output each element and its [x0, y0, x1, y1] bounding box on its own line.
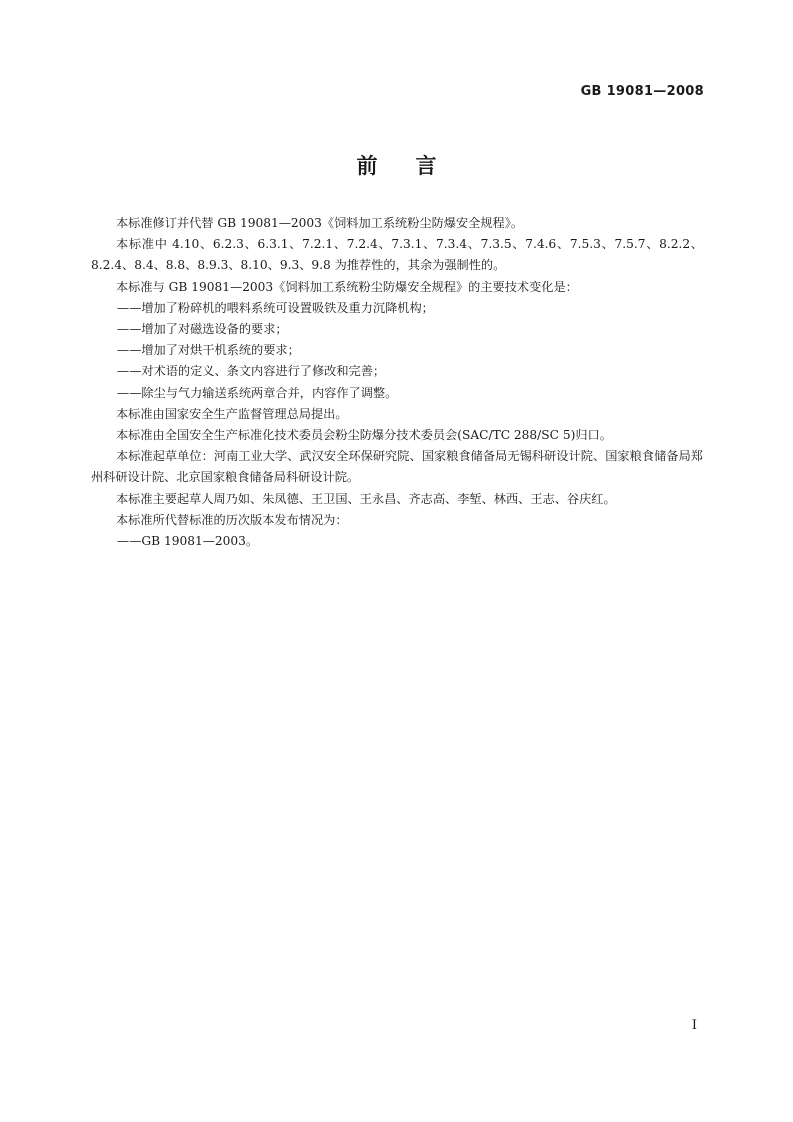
change-item-4: ——对术语的定义、条文内容进行了修改和完善； — [117, 364, 386, 379]
paragraph-proposed-by: 本标准由国家安全生产监督管理总局提出。 — [116, 406, 348, 421]
paragraph-previous-editions: 本标准所代替标准的历次版本发布情况为： — [116, 512, 348, 527]
paragraph-drafting-units: 本标准起草单位：河南工业大学、武汉安全环保研究院、国家粮食储备局无锡科研设计院、国家粮食储备局郑州科研设计院、北京国家粮食储备局科研设计院。 — [91, 449, 703, 485]
change-item-5: ——除尘与气力输送系统两章合并，内容作了调整。 — [117, 385, 398, 400]
page-number: I — [691, 1018, 697, 1033]
paragraph-replaces: 本标准修订并代替 GB 19081—2003《饲料加工系统粉尘防爆安全规程》。 — [116, 216, 524, 230]
paragraph-recommended-clauses: 本标准中 4.10、6.2.3、6.3.1、7.2.1、7.2.4、7.3.1、7.3.4、7.3.5、7.4.6、7.5.3、7.5.7、8.2.2、8.2.4、8.4、8.8、8.9.3、8.10、9.3、9.8 为推荐性的，其余为强制性的。 — [91, 237, 703, 273]
change-item-1: ——增加了粉碎机的喂料系统可设置吸铁及重力沉降机构； — [117, 300, 434, 315]
paragraph-drafters: 本标准主要起草人周乃如、朱凤德、王卫国、王永昌、齐志高、李堑、林西、王志、谷庆红。 — [116, 491, 616, 506]
paragraph-administered-by: 本标准由全国安全生产标准化技术委员会粉尘防爆分技术委员会(SAC/TC 288/SC 5)归口。 — [116, 428, 612, 443]
previous-edition-item: ——GB 19081—2003。 — [117, 534, 259, 549]
change-item-2: ——增加了对磁选设备的要求； — [117, 322, 288, 337]
foreword-body — [91, 213, 703, 552]
standard-code: GB 19081—2008 — [580, 84, 704, 99]
paragraph-main-changes: 本标准与 GB 19081—2003《饲料加工系统粉尘防爆安全规程》的主要技术变化是： — [116, 279, 578, 294]
page-title: 前言 — [356, 154, 475, 178]
change-item-3: ——增加了对烘干机系统的要求； — [117, 343, 300, 358]
